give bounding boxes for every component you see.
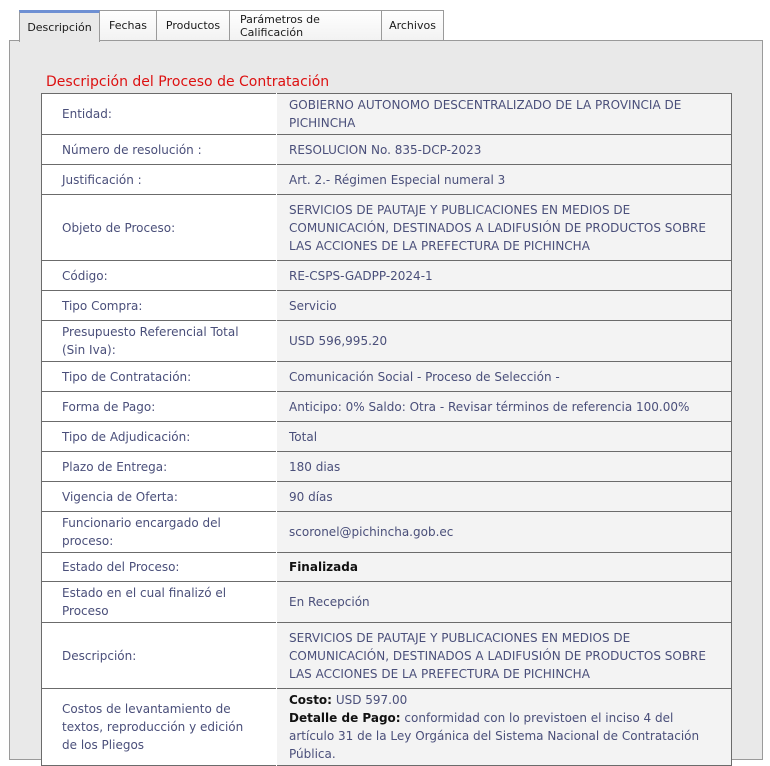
table-row (42, 321, 732, 362)
table-row (42, 623, 732, 689)
tab-bar (19, 10, 443, 41)
entidad-value: GOBIERNO AUTONOMO DESCENTRALIZADO DE LA PROVINCIA DE PICHINCHA (277, 94, 732, 135)
costos-label: Costos de levantamiento de textos, reproducción y edición de los Pliegos (42, 689, 277, 766)
objeto-value: SERVICIOS DE PAUTAJE Y PUBLICACIONES EN MEDIOS DE COMUNICACIÓN, DESTINADOS A LADIFUSIÓN DE PRODUCTOS SOBRE LAS ACCIONES DE LA PREFECTURA DE PICHINCHA (277, 195, 732, 261)
estado-final-value: En Recepción (277, 582, 732, 623)
table-row (42, 165, 732, 195)
resolucion-label: Número de resolución : (42, 135, 277, 165)
tab-descripcion[interactable]: Descripción (19, 10, 100, 42)
codigo-value: RE-CSPS-GADPP-2024-1 (277, 261, 732, 291)
vigencia-label: Vigencia de Oferta: (42, 482, 277, 512)
tipo-adjudicacion-value: Total (277, 422, 732, 452)
table-row (42, 392, 732, 422)
section-title: Descripción del Proceso de Contratación (46, 74, 330, 90)
plazo-label: Plazo de Entrega: (42, 452, 277, 482)
detalle-pago-value: conformidad con lo previstoen el inciso 4 del artículo 31 de la Ley Orgánica del Sistema Nacional de Contratación Pública. (289, 711, 700, 761)
tipo-adjudicacion-label: Tipo de Adjudicación: (42, 422, 277, 452)
forma-pago-label: Forma de Pago: (42, 392, 277, 422)
table-row (42, 362, 732, 392)
table-row (42, 94, 732, 135)
table-row (42, 582, 732, 623)
justificacion-label: Justificación : (42, 165, 277, 195)
costo-value: USD 597.00 (335, 693, 408, 707)
costo-label: Costo: (289, 693, 332, 707)
vigencia-value: 90 días (277, 482, 732, 512)
table-row (42, 689, 732, 766)
justificacion-value: Art. 2.- Régimen Especial numeral 3 (277, 165, 732, 195)
tab-panel (9, 40, 763, 760)
table-row (42, 553, 732, 582)
table-row (42, 512, 732, 553)
table-row (42, 135, 732, 165)
table-row (42, 261, 732, 291)
process-info-table (41, 93, 732, 766)
entidad-label: Entidad: (42, 94, 277, 135)
table-row (42, 422, 732, 452)
presupuesto-value: USD 596,995.20 (277, 321, 732, 362)
tab-fechas[interactable]: Fechas (99, 10, 157, 40)
detalle-pago-label: Detalle de Pago: (289, 711, 401, 725)
estado-value-cell (277, 553, 732, 582)
tab-parametros-calificacion[interactable]: Parámetros de Calificación (229, 10, 382, 40)
funcionario-label: Funcionario encargado del proceso: (42, 512, 277, 553)
tab-archivos[interactable]: Archivos (381, 10, 444, 40)
tipo-contratacion-value: Comunicación Social - Proceso de Selección - (277, 362, 732, 392)
descripcion-value: SERVICIOS DE PAUTAJE Y PUBLICACIONES EN MEDIOS DE COMUNICACIÓN, DESTINADOS A LADIFUSIÓN DE PRODUCTOS SOBRE LAS ACCIONES DE LA PREFECTURA DE PICHINCHA (277, 623, 732, 689)
presupuesto-label: Presupuesto Referencial Total (Sin Iva): (42, 321, 277, 362)
estado-label: Estado del Proceso: (42, 553, 277, 582)
table-row (42, 195, 732, 261)
table-row (42, 291, 732, 321)
funcionario-value: scoronel@pichincha.gob.ec (277, 512, 732, 553)
estado-value: Finalizada (289, 560, 358, 574)
codigo-label: Código: (42, 261, 277, 291)
tipo-compra-label: Tipo Compra: (42, 291, 277, 321)
tab-productos[interactable]: Productos (156, 10, 230, 40)
costos-value-cell (277, 689, 732, 766)
table-row (42, 452, 732, 482)
resolucion-value: RESOLUCION No. 835-DCP-2023 (277, 135, 732, 165)
objeto-label: Objeto de Proceso: (42, 195, 277, 261)
estado-final-label: Estado en el cual finalizó el Proceso (42, 582, 277, 623)
forma-pago-value: Anticipo: 0% Saldo: Otra - Revisar términos de referencia 100.00% (277, 392, 732, 422)
tipo-compra-value: Servicio (277, 291, 732, 321)
table-row (42, 482, 732, 512)
plazo-value: 180 dias (277, 452, 732, 482)
tipo-contratacion-label: Tipo de Contratación: (42, 362, 277, 392)
descripcion-label: Descripción: (42, 623, 277, 689)
